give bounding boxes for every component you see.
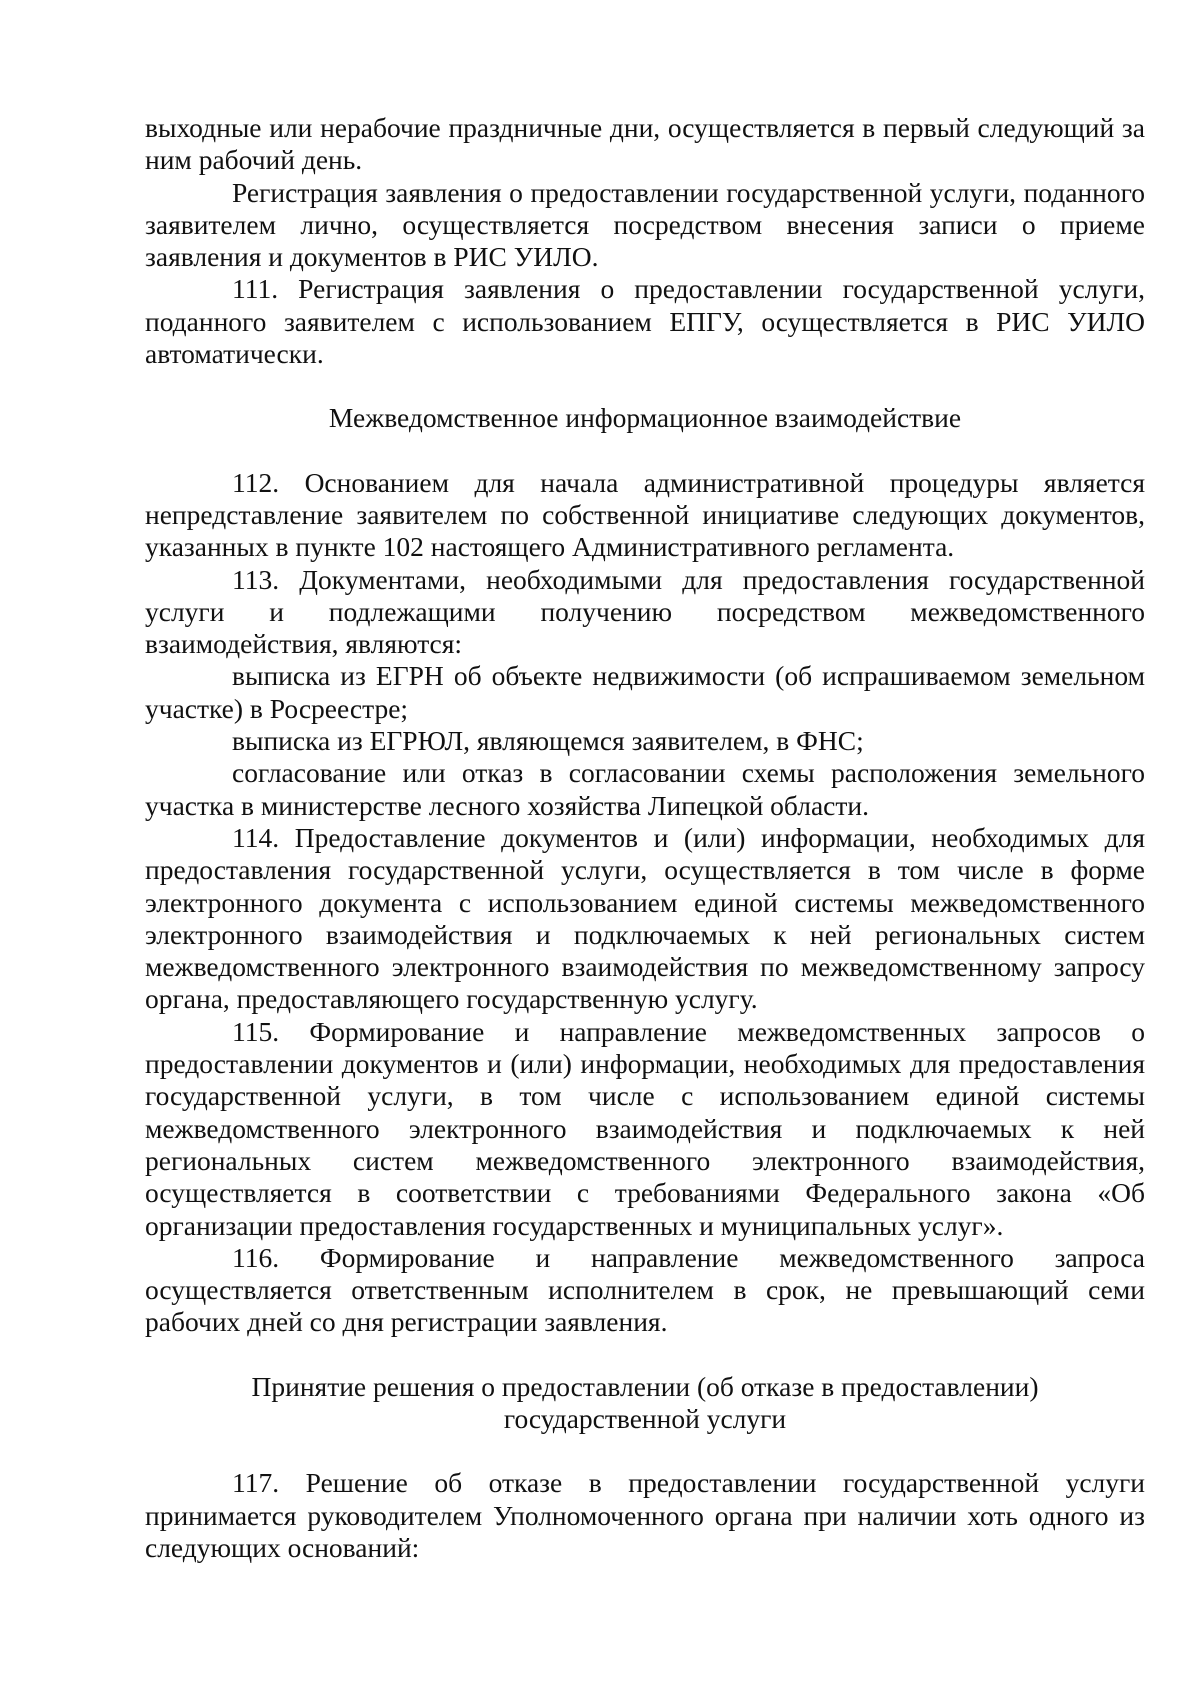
section-heading-decision-line1: Принятие решения о предоставлении (об отказе в предоставлении) (251, 1370, 1039, 1402)
paragraph-111: 111. Регистрация заявления о предоставлении государственной услуги, поданного заявителем с использованием ЕПГУ, осуществляется в РИС УИЛО автоматически. (145, 273, 1145, 370)
section-heading-decision (145, 1371, 1145, 1436)
paragraph-113: 113. Документами, необходимыми для предоставления государственной услуги и подлежащими получению посредством межведомственного взаимодействия, являются: (145, 563, 1145, 660)
paragraph-115: 115. Формирование и направление межведомственных запросов о предоставлении документов и (или) информации, необходимых для предоставления государственной услуги, в том числе с использованием единой системы межведомственного электронного взаимодействия и подключаемых к ней региональных систем межведомственного электронного взаимодействия, осуществляется в соответствии с требованиями Федерального закона «Об организации предоставления государственных и муниципальных услуг». (145, 1015, 1145, 1241)
paragraph-continued: выходные или нерабочие праздничные дни, осуществляется в первый следующий за ним рабочий день. (145, 112, 1145, 176)
paragraph-112: 112. Основанием для начала административной процедуры является непредставление заявителем по собственной инициативе следующих документов, указанных в пункте 102 настоящего Административного регламента. (145, 466, 1145, 563)
document-page (145, 112, 1145, 1564)
paragraph-116: 116. Формирование и направление межведомственного запроса осуществляется ответственным исполнителем в срок, не превышающий семи рабочих дней со дня регистрации заявления. (145, 1241, 1145, 1338)
list-item-approval: согласование или отказ в согласовании схемы расположения земельного участка в министерстве лесного хозяйства Липецкой области. (145, 757, 1145, 821)
paragraph-114: 114. Предоставление документов и (или) информации, необходимых для предоставления государственной услуги, осуществляется в том числе в форме электронного документа с использованием единой системы межведомственного электронного взаимодействия и подключаемых к ней региональных систем межведомственного электронного взаимодействия по межведомственному запросу органа, предоставляющего государственную услугу. (145, 821, 1145, 1015)
paragraph-117: 117. Решение об отказе в предоставлении государственной услуги принимается руководителем Уполномоченного органа при наличии хоть одного из следующих оснований: (145, 1467, 1145, 1563)
section-heading-interagency: Межведомственное информационное взаимодействие (328, 402, 962, 434)
list-item-egrn: выписка из ЕГРН об объекте недвижимости (об испрашиваемом земельном участке) в Росреестре; (145, 660, 1145, 724)
section-heading-decision-line2: государственной услуги (503, 1402, 787, 1434)
list-item-egrul: выписка из ЕГРЮЛ, являющемся заявителем, в ФНС; (232, 725, 864, 757)
paragraph-registration-in-person: Регистрация заявления о предоставлении государственной услуги, поданного заявителем лично, осуществляется посредством внесения записи о приеме заявления и документов в РИС УИЛО. (145, 176, 1145, 273)
